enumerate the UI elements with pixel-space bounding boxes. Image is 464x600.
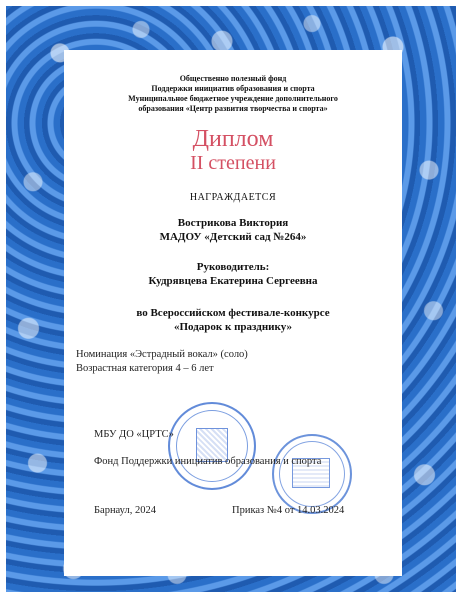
supervisor-label: Руководитель:: [196, 261, 270, 273]
age-category-text: Возрастная категория 4 – 6 лет: [76, 363, 214, 374]
institution-signature-line: МБУ ДО «ЦРТС»: [94, 429, 174, 440]
org-line-3: Муниципальное бюджетное учреждение дополнительного: [128, 94, 338, 103]
org-line-2: Поддержки инициатив образования и спорта: [151, 84, 315, 93]
festival-line-1: во Всероссийском фестивале-конкурсе: [136, 307, 330, 319]
org-line-4: образования «Центр развития творчества и спорта»: [138, 104, 328, 113]
recipient-name: Вострикова Виктория: [177, 217, 289, 229]
festival-name: «Подарок к празднику»: [174, 321, 292, 333]
fund-seal-stamp: [272, 434, 352, 514]
award-caption: НАГРАЖДАЕТСЯ: [189, 192, 277, 203]
round-seal-stamp: [168, 402, 256, 490]
recipient-institution: МАДОУ «Детский сад №264»: [159, 231, 307, 243]
org-line-1: Общественно полезный фонд: [179, 74, 287, 83]
order-number: Приказ №4 от 14.03.2024: [232, 505, 345, 516]
nomination-text: Номинация «Эстрадный вокал» (соло): [76, 349, 248, 360]
city-year: Барнаул, 2024: [94, 505, 156, 516]
organization-header: [64, 74, 402, 114]
recipient-block: [64, 216, 402, 244]
diploma-sheet: [64, 50, 402, 576]
diploma-degree: II степени: [190, 152, 276, 174]
festival-block: [64, 306, 402, 334]
supervisor-name: Кудрявцева Екатерина Сергеевна: [148, 275, 318, 287]
diploma-title: Диплом: [192, 126, 274, 152]
supervisor-block: [64, 260, 402, 288]
fund-signature-line: Фонд Поддержки инициатив образования и спорта: [94, 456, 322, 467]
